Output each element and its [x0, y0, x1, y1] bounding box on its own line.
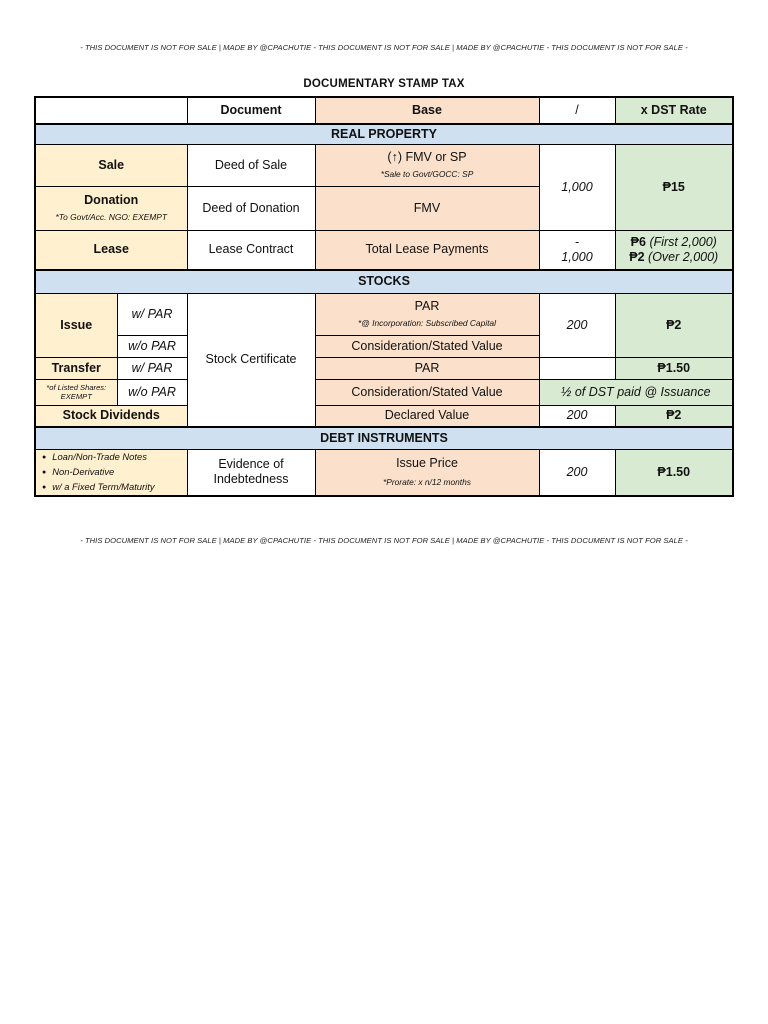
lease-rate2-note: (Over 2,000)	[648, 249, 719, 264]
transfer-rate: ₱1.50	[615, 357, 733, 379]
row-issue-par	[35, 293, 733, 335]
header-rate: x DST Rate	[615, 97, 733, 124]
row-stock-dividends	[35, 405, 733, 427]
issue-nopar-base: Consideration/Stated Value	[315, 335, 539, 357]
debt-bullet-item: ● w/ a Fixed Term/Maturity	[42, 480, 185, 495]
sale-base-text: (↑) FMV or SP	[387, 150, 467, 165]
lease-divisor-bottom: 1,000	[561, 249, 593, 264]
transfer-par-divisor-blank	[539, 357, 615, 379]
header-row	[35, 97, 733, 124]
issue-par-base-text: PAR	[414, 299, 440, 314]
issue-par-base	[315, 293, 539, 335]
row-transfer-par	[35, 357, 733, 379]
debt-rate: ₱1.50	[615, 449, 733, 496]
transfer-with-par: w/ PAR	[117, 357, 187, 379]
sale-donation-divisor: 1,000	[539, 144, 615, 230]
transfer-label: Transfer	[51, 360, 101, 375]
dividends-base: Declared Value	[315, 405, 539, 427]
row-transfer-nopar	[35, 379, 733, 405]
lease-label: Lease	[35, 230, 187, 270]
section-real-property: REAL PROPERTY	[35, 124, 733, 144]
donation-base: FMV	[315, 186, 539, 230]
header-divider: /	[539, 97, 615, 124]
dst-table	[34, 96, 734, 497]
section-debt: DEBT INSTRUMENTS	[35, 427, 733, 449]
issue-rate: ₱2	[615, 293, 733, 357]
debt-bullets	[35, 449, 187, 496]
section-stocks: STOCKS	[35, 270, 733, 293]
issue-label: Issue	[35, 293, 117, 357]
dividends-divisor: 200	[539, 405, 615, 427]
lease-rate2-amount: ₱2	[629, 249, 645, 264]
debt-document: Evidence of Indebtedness	[187, 449, 315, 496]
row-lease	[35, 230, 733, 270]
bottom-notice: - THIS DOCUMENT IS NOT FOR SALE | MADE BY @CPACHUTIE - THIS DOCUMENT IS NOT FOR SALE | MADE BY @CPACHUTIE - THIS DOCUMENT IS NOT FOR SALE -	[80, 536, 688, 545]
row-sale	[35, 144, 733, 186]
dividends-label: Stock Dividends	[35, 405, 187, 427]
donation-note: *To Govt/Acc. NGO: EXEMPT	[55, 212, 167, 223]
lease-rate1-amount: ₱6	[630, 234, 646, 249]
transfer-nopar-base: Consideration/Stated Value	[315, 379, 539, 405]
transfer-note-cell	[35, 379, 117, 405]
lease-divisor	[539, 230, 615, 270]
header-blank	[35, 97, 187, 124]
lease-rate1-note: (First 2,000)	[649, 234, 717, 249]
row-debt	[35, 449, 733, 496]
transfer-note: *of Listed Shares: EXEMPT	[46, 382, 107, 401]
sale-document: Deed of Sale	[187, 144, 315, 186]
stock-certificate: Stock Certificate	[187, 293, 315, 427]
transfer-nopar-rate: ½ of DST paid @ Issuance	[539, 379, 733, 405]
debt-base-note: *Prorate: x n/12 months	[383, 477, 471, 488]
header-base: Base	[315, 97, 539, 124]
debt-bullet-item: ● Non-Derivative	[42, 465, 185, 480]
transfer-without-par: w/o PAR	[117, 379, 187, 405]
lease-document: Lease Contract	[187, 230, 315, 270]
issue-par-note: *@ Incorporation: Subscribed Capital	[358, 318, 496, 329]
issue-divisor: 200	[539, 293, 615, 357]
sale-base	[315, 144, 539, 186]
dividends-rate: ₱2	[615, 405, 733, 427]
lease-base: Total Lease Payments	[315, 230, 539, 270]
donation-label-cell	[35, 186, 187, 230]
donation-document: Deed of Donation	[187, 186, 315, 230]
sale-label: Sale	[35, 144, 187, 186]
issue-with-par: w/ PAR	[117, 293, 187, 335]
sale-donation-rate: ₱15	[615, 144, 733, 230]
debt-divisor: 200	[539, 449, 615, 496]
transfer-par-base: PAR	[315, 357, 539, 379]
lease-divisor-top: -	[574, 234, 580, 249]
page-title: DOCUMENTARY STAMP TAX	[303, 78, 465, 90]
debt-base-text: Issue Price	[396, 456, 458, 471]
donation-label: Donation	[84, 193, 139, 208]
lease-rate	[615, 230, 733, 270]
debt-bullet-item: ● Loan/Non-Trade Notes	[42, 450, 185, 465]
issue-without-par: w/o PAR	[117, 335, 187, 357]
top-notice: - THIS DOCUMENT IS NOT FOR SALE | MADE BY @CPACHUTIE - THIS DOCUMENT IS NOT FOR SALE | MADE BY @CPACHUTIE - THIS DOCUMENT IS NOT FOR SALE -	[80, 43, 688, 52]
transfer-label-cell	[35, 357, 117, 379]
sale-base-note: *Sale to Govt/GOCC: SP	[380, 169, 474, 180]
debt-base	[315, 449, 539, 496]
header-document: Document	[187, 97, 315, 124]
